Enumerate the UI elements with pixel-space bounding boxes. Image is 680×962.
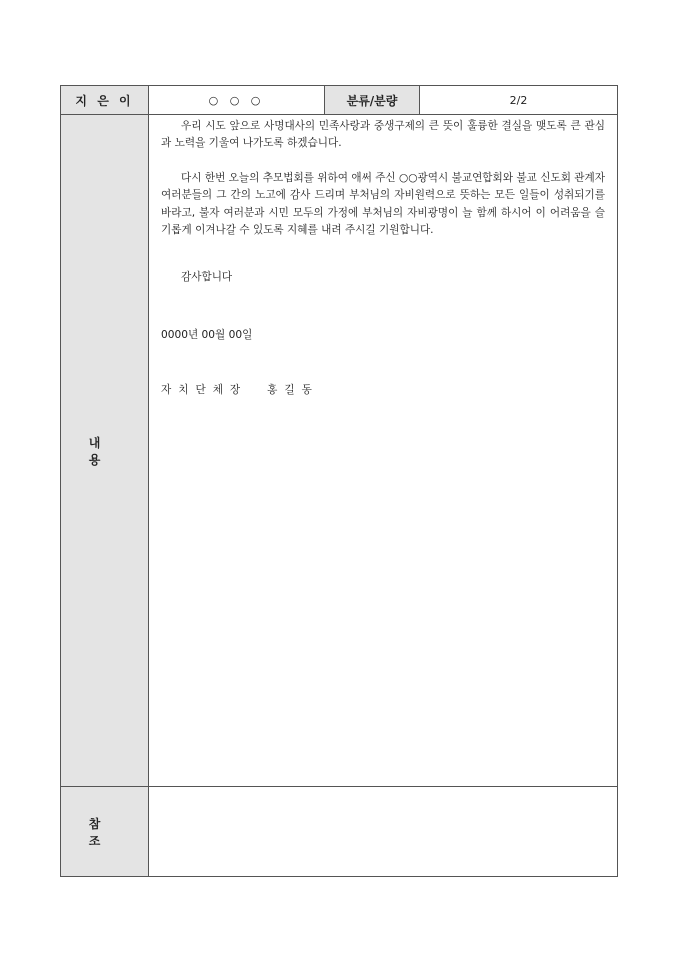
signer-name: 홍길동 <box>267 384 319 397</box>
category-value: 2/2 <box>420 86 618 115</box>
content-label: 내 용 <box>61 115 149 787</box>
closing-text: 감사합니다 <box>181 271 233 284</box>
reference-label: 참 조 <box>61 787 149 877</box>
content-body <box>149 115 618 787</box>
content-paragraph-2: 다시 한번 오늘의 추모법회를 위하여 애써 주신 ○○광역시 불교연합회와 불교 신도회 관계자 여러분들의 그 간의 노고에 감사 드리며 부처님의 자비원력으로 뜻하는 모든 일들이 성취되기를 바라고, 불자 여러분과 시민 모두의 가정에 부처님의 자비광명이 늘 함께 하시어 이 어려움을 슬기롭게 이겨나갈 수 있도록 지혜를 내려 주시길 기원합니다. <box>161 171 605 237</box>
document-table <box>60 85 618 877</box>
signer-title: 자치단체장 <box>161 384 248 397</box>
date-text: 0000년 00월 00일 <box>161 328 253 341</box>
author-label: 지 은 이 <box>61 86 149 115</box>
category-label: 분류/분량 <box>325 86 420 115</box>
author-value: ○ ○ ○ <box>149 86 325 115</box>
reference-value <box>149 787 618 877</box>
content-paragraph-1: 우리 시도 앞으로 사명대사의 민족사랑과 중생구제의 큰 뜻이 훌륭한 결실을 맺도록 큰 관심과 노력을 기울여 나가도록 하겠습니다. <box>161 120 605 150</box>
signature-line <box>161 382 605 399</box>
